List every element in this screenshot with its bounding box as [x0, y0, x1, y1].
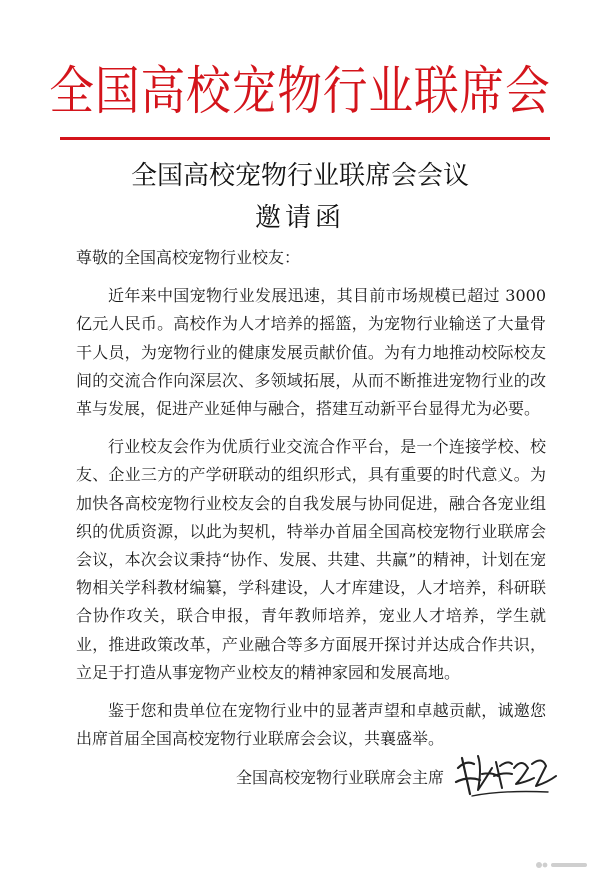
watermark-mark	[535, 858, 591, 872]
signature-org: 全国高校宠物行业联席会主席	[236, 768, 445, 787]
salutation: 尊敬的全国高校宠物行业校友：	[76, 248, 301, 267]
paragraph-invitation: 鉴于您和贵单位在宠物行业中的显著声望和卓越贡献，诚邀您出席首届全国高校宠物行业联席会会议，共襄盛举。	[76, 701, 546, 749]
paragraph-intro: 近年来中国宠物行业发展迅速，其目前市场规模已超过 3000 亿元人民币。高校作为人才培养的摇篮，为宠物行业输送了大量骨干人员，为宠物行业的健康发展贡献价值。为有力地推动校际校友间的交流合作向深层次、多领域拓展，从而不断推进宠物行业的改革与发展，促进产业延伸与融合，搭建互动新平台显得尤为必要。	[76, 286, 546, 419]
letterhead-rule	[60, 137, 550, 140]
letter-body	[76, 244, 546, 763]
letterhead-org-name: 全国高校宠物行业联席会	[49, 62, 551, 122]
document-title: 全国高校宠物行业联席会会议	[130, 161, 469, 191]
paragraph-purpose: 行业校友会作为优质行业交流合作平台，是一个连接学校、校友、企业三方的产学研联动的组织形式，具有重要的时代意义。为加快各高校宠物行业校友会的自我发展与协同促进，融合各宠业组织的优质资源，以此为契机，特举办首届全国高校宠物行业联席会会议，本次会议秉持“协作、发展、共建、共赢”的精神，计划在宠物相关学科教材编纂，学科建设，人才库建设，人才培养，科研联合协作攻关，联合申报，青年教师培养，宠业人才培养，学生就业，推进政策改革，产业融合等多方面展开探讨并达成合作共识，立足于打造从事宠物产业校友的精神家园和发展高地。	[76, 437, 546, 682]
handwritten-signature	[452, 738, 562, 802]
document-subtitle: 邀请函	[254, 203, 345, 233]
